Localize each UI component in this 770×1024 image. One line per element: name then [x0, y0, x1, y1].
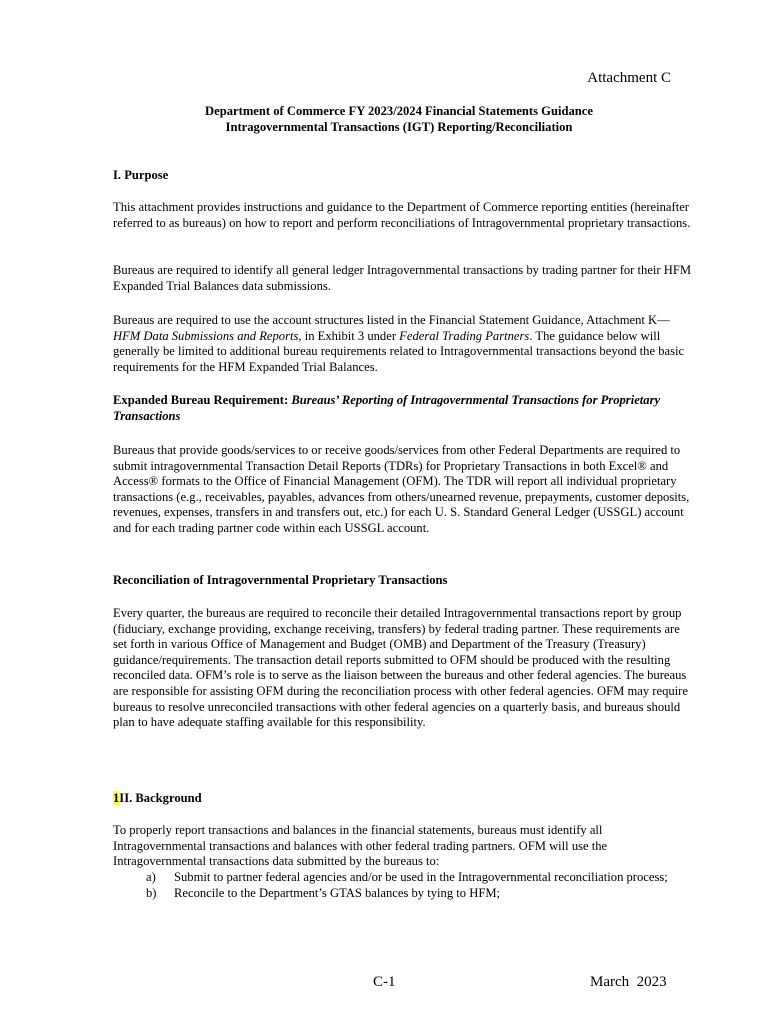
background-heading-text: II. Background — [119, 791, 202, 805]
document-title — [113, 104, 685, 135]
footer-date: March 2023 — [590, 974, 667, 990]
list-item-text: Reconcile to the Department’s GTAS balances by tying to HFM; — [174, 885, 501, 900]
expanded-heading-label: Expanded Bureau Requirement: — [113, 393, 292, 407]
background-text: To properly report transactions and balances in the financial statements, bureaus must identify all Intragovernmental transactions and balances with other federal trading partners. OFM will use the Intragovernmental transactions data submitted by the bureaus to: — [113, 823, 608, 869]
purpose-paragraph-3 — [113, 313, 693, 375]
page-number: C-1 — [373, 974, 396, 990]
expanded-heading — [113, 393, 693, 424]
purpose-text-3a: Bureaus are required to use the account structures listed in the Financial Statement Guidance, Attachment K— — [113, 313, 670, 327]
expanded-heading-title: Bureaus’ Reporting of Intragovernmental Transactions for Proprietary Transactions — [113, 393, 661, 423]
purpose-text-1: This attachment provides instructions and guidance to the Department of Commerce reporting entities (hereinafter referred to as bureaus) on how to report and perform reconciliations of Intragovernmental proprietary transactions. — [113, 200, 691, 230]
purpose-text-3c: , in Exhibit 3 under — [298, 328, 400, 343]
background-heading — [113, 791, 693, 807]
purpose-text-3b: HFM Data Submissions and Reports — [113, 328, 299, 343]
list-item-marker: a) — [146, 870, 156, 884]
attachment-label: Attachment C — [587, 70, 671, 86]
purpose-paragraph-1 — [113, 200, 693, 231]
background-list — [146, 870, 686, 901]
title-line-1: Department of Commerce FY 2023/2024 Financial Statements Guidance — [205, 104, 593, 118]
list-item-text: Submit to partner federal agencies and/or be used in the Intragovernmental reconciliation process; — [174, 870, 668, 884]
list-item-marker: b) — [146, 885, 157, 900]
list-item — [146, 886, 686, 902]
purpose-heading: I. Purpose — [113, 168, 169, 182]
reconciliation-paragraph — [113, 606, 693, 731]
reconciliation-heading: Reconciliation of Intragovernmental Proprietary Transactions — [113, 573, 448, 587]
list-item — [146, 870, 686, 886]
comment-marker-highlight[interactable]: 1 — [113, 791, 120, 805]
purpose-text-2: Bureaus are required to identify all general ledger Intragovernmental transactions by trading partner for their HFM Expanded Trial Balances data submissions. — [113, 263, 692, 293]
background-paragraph — [113, 823, 693, 870]
purpose-text-3d: Federal Trading Partners — [399, 328, 530, 343]
expanded-paragraph — [113, 443, 693, 537]
expanded-text: Bureaus that provide goods/services to or receive goods/services from other Federal Departments are required to submit intragovernmental Transaction Detail Reports (TDRs) for Proprietary Transactions in both Excel® and Access® formats to the Office of Financial Management (OFM). The TDR will report all individual proprietary transactions (e.g., receivables, payables, advances from others/unearned revenue, prepayments, customer deposits, revenues, expenses, transfers in and transfers out, etc.) for each U. S. Standard General Ledger (USSGL) account and for each trading partner code within each USSGL account. — [113, 443, 690, 535]
reconciliation-text: Every quarter, the bureaus are required to reconcile their detailed Intragovernmental transactions report by group (fiduciary, exchange providing, exchange receiving, transfers) by federal trading partner. These requirements are set forth in various Office of Management and Budget (OMB) and Department of the Treasury (Treasury) guidance/requirements. The transaction detail reports submitted to OFM should be produced with the resulting reconciled data. OFM’s role is to serve as the liaison between the bureaus and other federal agencies. The bureaus are responsible for assisting OFM during the reconciliation process with other federal agencies. OFM may require bureaus to resolve unreconciled transactions with other federal agencies on a quarterly basis, and bureaus should plan to have adequate staffing available for this responsibility. — [113, 606, 688, 730]
purpose-text-3e: . The guidance below will generally be limited to additional bureau requirements related to Intragovernmental transactions beyond the basic requirements for the HFM Expanded Trial Balances. — [113, 328, 685, 374]
purpose-paragraph-2 — [113, 263, 693, 294]
title-line-2: Intragovernmental Transactions (IGT) Reporting/Reconciliation — [225, 119, 573, 134]
